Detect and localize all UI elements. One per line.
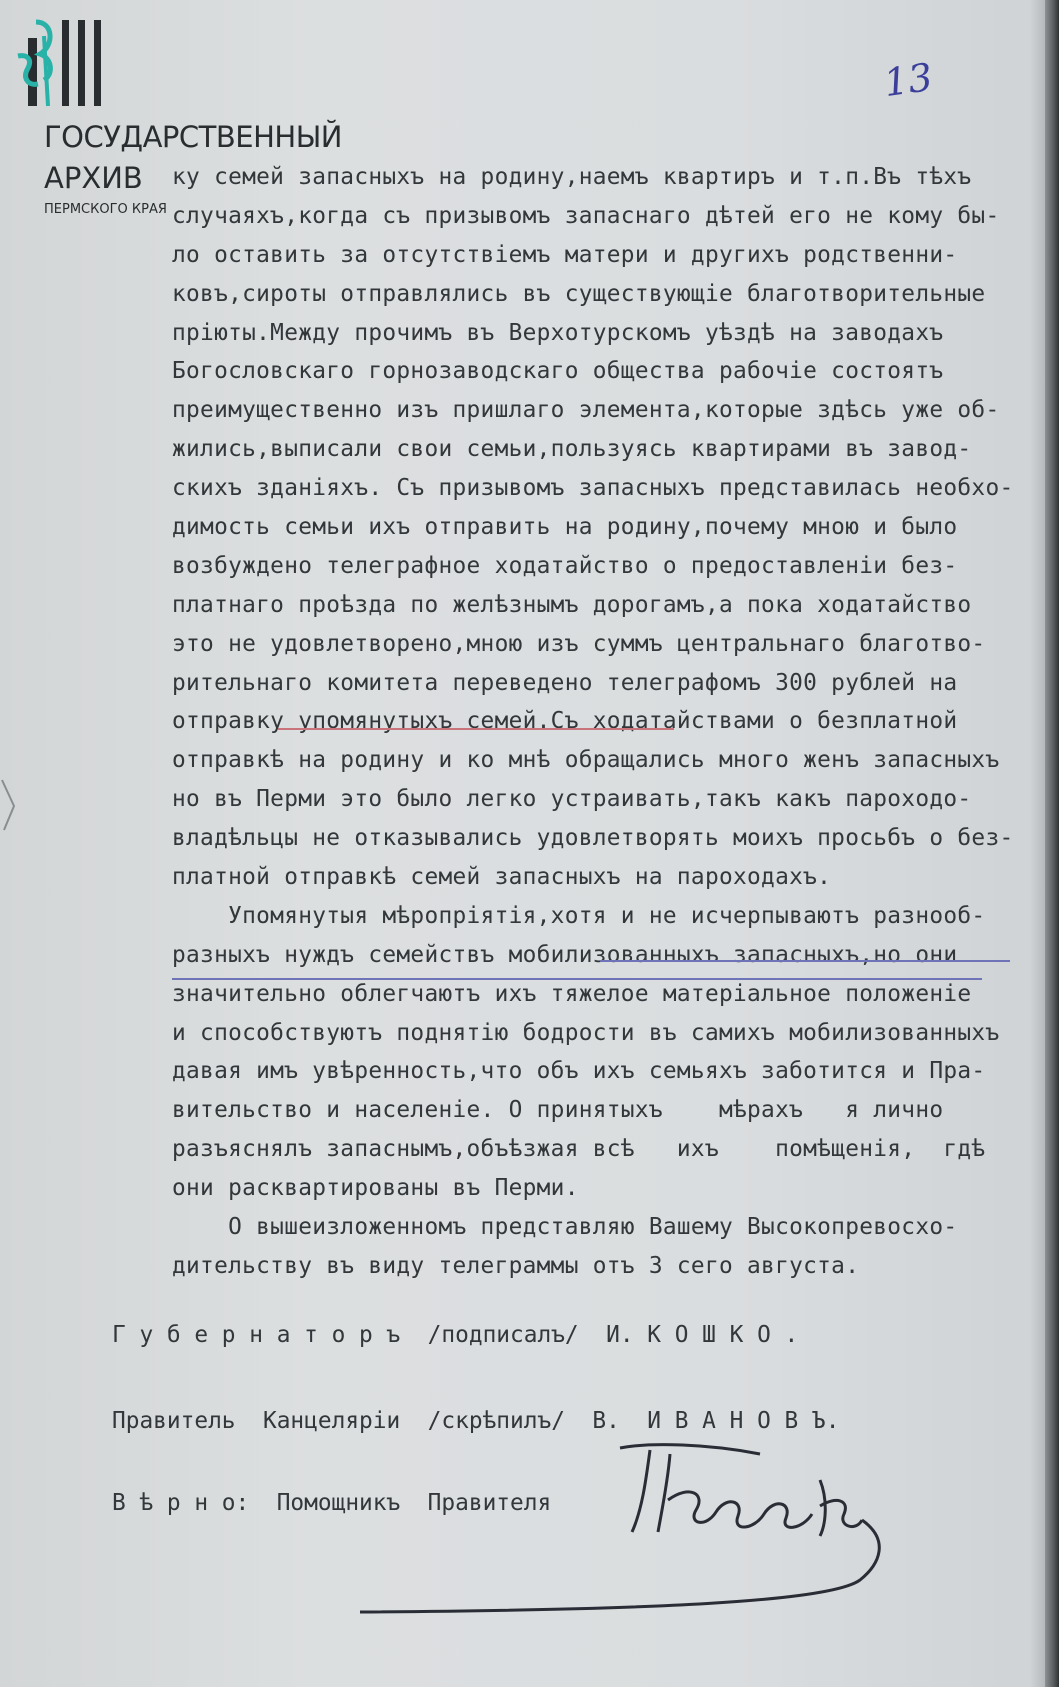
- page-number: 13: [881, 54, 936, 106]
- logo-line-3: ПЕРМСКОГО КРАЯ: [44, 202, 167, 217]
- governor-signature-line: Г у б е р н а т о р ъ /подписалъ/ И. К О Ш К О .: [112, 1322, 799, 1348]
- text-line: ку семей запасныхъ на родину,наемъ квартиръ и т.п.Въ тѣхъ: [172, 164, 972, 190]
- text-line: случаяхъ,когда съ призывомъ запаснаго дѣтей его не кому бы-: [172, 202, 1000, 229]
- document-body: [172, 158, 1032, 1286]
- text-line: это не удовлетворено,мною изъ суммъ центральнаго благотво-: [172, 630, 986, 657]
- text-line: Богословскаго горнозаводскаго общества рабочіе состоятъ: [172, 358, 944, 385]
- text-line: и способствуютъ поднятію бодрости въ самихъ мобилизованныхъ: [172, 1019, 1000, 1046]
- red-pencil-underline: [278, 728, 674, 730]
- text-line: пріюты.Между прочимъ въ Верхотурскомъ уѣздѣ на заводахъ: [172, 319, 944, 346]
- text-line: платнаго проѣзда по желѣзнымъ дорогамъ,а пока ходатайство: [172, 591, 972, 618]
- text-line: владѣльцы не отказывались удовлетворять моихъ просьбъ о без-: [172, 825, 1014, 852]
- text-line: давая имъ увѣренность,что объ ихъ семьяхъ заботится и Пра-: [172, 1058, 986, 1085]
- text-line: но въ Перми это было легко устраивать,такъ какъ пароходо-: [172, 786, 972, 813]
- text-line: вительство и населеніе. О принятыхъ мѣрахъ я лично: [172, 1097, 944, 1124]
- text-line: скихъ зданіяхъ. Съ призывомъ запасныхъ представилась необхо-: [172, 475, 1014, 502]
- text-line: значительно облегчаютъ ихъ тяжелое матеріальное положеніе: [172, 980, 972, 1007]
- text-line: ло оставить за отсутствіемъ матери и другихъ родственни-: [172, 241, 958, 268]
- archive-logo-mark: [14, 16, 104, 116]
- text-line: рительнаго комитета переведено телеграфомъ 300 рублей на: [172, 669, 958, 696]
- text-line: платной отправкѣ семей запасныхъ на пароходахъ.: [172, 864, 832, 891]
- text-line: преимущественно изъ пришлаго элемента,которые здѣсь уже об-: [172, 397, 1000, 424]
- logo-line-1: ГОСУДАРСТВЕННЫЙ: [44, 120, 342, 154]
- text-line: отправкѣ на родину и ко мнѣ обращались много женъ запасныхъ: [172, 747, 1000, 774]
- text-line: О вышеизложенномъ представляю Вашему Высокопревосхо-: [172, 1214, 958, 1241]
- text-line: разъяснялъ запаснымъ,объѣзжая всѣ ихъ помѣщенія, гдѣ: [172, 1136, 986, 1163]
- text-line: димость семьи ихъ отправить на родину,почему мною и было: [172, 514, 958, 541]
- blue-pencil-underline: [600, 960, 1010, 962]
- text-line: они расквартированы въ Перми.: [172, 1175, 579, 1202]
- binding-tick-mark: [0, 770, 30, 840]
- text-line: дительству въ виду телеграммы отъ 3 сего августа.: [172, 1252, 860, 1279]
- text-line: Упомянутыя мѣропріятія,хотя и не исчерпываютъ разнооб-: [172, 902, 986, 929]
- text-line: жились,выписали свои семьи,пользуясь квартирами въ завод-: [172, 436, 972, 463]
- text-line: отправку упомянутыхъ семей.Съ ходатайствами о безплатной: [172, 708, 958, 735]
- text-line: возбуждено телеграфное ходатайство о предоставленіи без-: [172, 552, 958, 579]
- page-shadow: [1030, 0, 1045, 1687]
- logo-line-2: АРХИВ: [44, 161, 143, 195]
- text-line: ковъ,сироты отправлялись въ существующіе благотворительные: [172, 280, 986, 307]
- page-edge: [1045, 0, 1059, 1687]
- text-line: разныхъ нуждъ семействъ мобилизованныхъ запасныхъ,но они: [172, 941, 958, 968]
- blue-pencil-underline: [172, 978, 982, 980]
- chancellery-signature-line: Правитель Канцеляріи /скрѣпилъ/ В. И В А Н О В Ъ.: [112, 1408, 840, 1434]
- certified-signature-line: В ѣ р н о: Помощникъ Правителя: [112, 1490, 552, 1516]
- handwritten-signature: [350, 1440, 950, 1620]
